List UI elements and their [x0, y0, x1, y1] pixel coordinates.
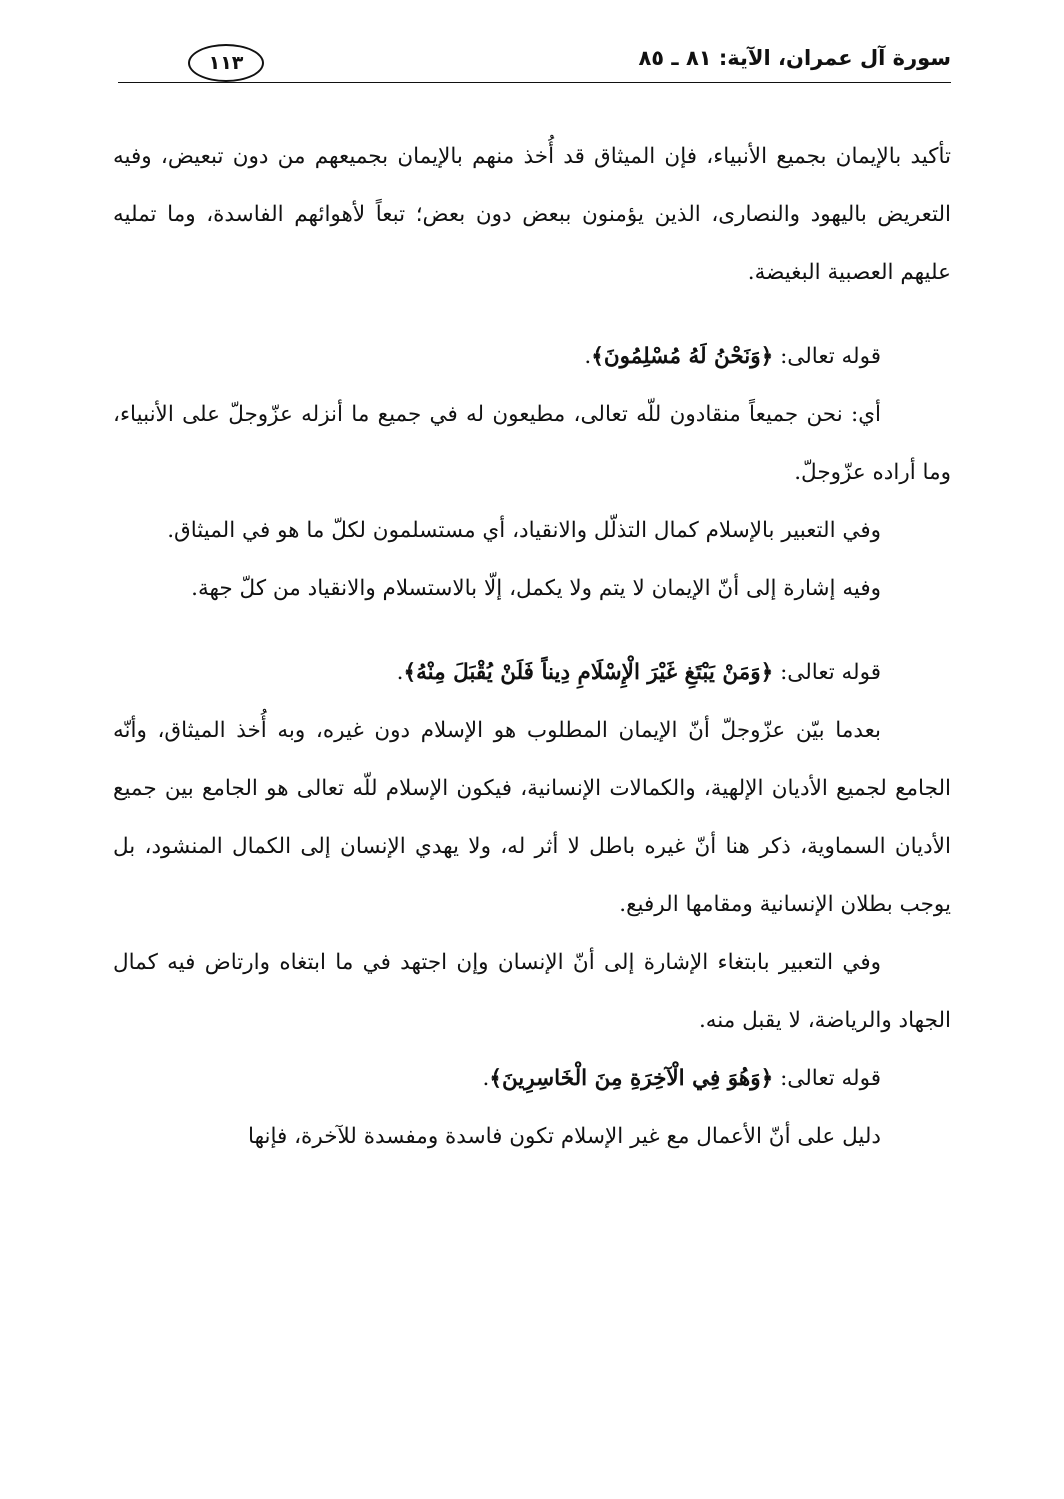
page-header: [118, 44, 951, 88]
paragraph: بعدما بيّن عزّوجلّ أنّ الإيمان المطلوب هو الإسلام دون غيره، وبه أُخذ الميثاق، وأنّه الجامع لجميع الأديان الإلهية، والكمالات الإنسانية، فيكون الإسلام للّه تعالى هو الجامع بين جميع الأديان السماوية، ذكر هنا أنّ غيره باطل لا أثر له، ولا يهدي الإنسان إلى الكمال المنشود، بل يوجب بطلان الإنسانية ومقامها الرفيع.: [113, 718, 951, 917]
paragraph: وفي التعبير بالإسلام كمال التذلّل والانقياد، أي مستسلمون لكلّ ما هو في الميثاق.: [167, 518, 881, 543]
verse-heading: [113, 644, 951, 702]
paragraph: أي: نحن جميعاً منقادون للّه تعالى، مطيعون له في جميع ما أنزله عزّوجلّ على الأنبياء، وما أراده عزّوجلّ.: [113, 402, 951, 485]
page-number-badge: ١١٣: [188, 44, 264, 82]
paragraph: وفي التعبير بابتغاء الإشارة إلى أنّ الإنسان وإن اجتهد في ما ابتغاه وارتاض فيه كمال الجهاد والرياضة، لا يقبل منه.: [113, 950, 951, 1033]
page-body: [113, 128, 951, 1166]
verse-heading: [113, 1050, 951, 1108]
verse-end: .: [482, 1066, 490, 1091]
verse-end: .: [396, 660, 404, 685]
verse-heading: [113, 328, 951, 386]
paragraph-continuation: تأكيد بالإيمان بجميع الأنبياء، فإن الميثاق قد أُخذ منهم بالإيمان بجميعهم من دون تبعيض، وفيه التعريض باليهود والنصارى، الذين يؤمنون ببعض دون بعض؛ تبعاً لأهوائهم الفاسدة، وما تمليه عليهم العصبية البغيضة.: [113, 144, 951, 285]
running-title: سورة آل عمران، الآية: ٨١ ـ ٨٥: [638, 46, 951, 70]
verse-quote: ﴿وَمَنْ يَبْتَغِ غَيْرَ الْإِسْلَامِ دِيناً فَلَنْ يُقْبَلَ مِنْهُ﴾: [403, 660, 774, 685]
verse-end: .: [584, 344, 592, 369]
verse-intro: قوله تعالى:: [773, 660, 881, 685]
verse-intro: قوله تعالى:: [773, 1066, 881, 1091]
paragraph: وفيه إشارة إلى أنّ الإيمان لا يتم ولا يكمل، إلّا بالاستسلام والانقياد من كلّ جهة.: [191, 576, 881, 601]
verse-quote: ﴿وَهُوَ فِي الْآخِرَةِ مِنَ الْخَاسِرِينَ﴾: [489, 1066, 774, 1091]
verse-intro: قوله تعالى:: [773, 344, 881, 369]
header-rule: [118, 82, 951, 83]
verse-quote: ﴿وَنَحْنُ لَهُ مُسْلِمُونَ﴾: [591, 344, 774, 369]
paragraph: دليل على أنّ الأعمال مع غير الإسلام تكون فاسدة ومفسدة للآخرة، فإنها: [248, 1124, 881, 1149]
